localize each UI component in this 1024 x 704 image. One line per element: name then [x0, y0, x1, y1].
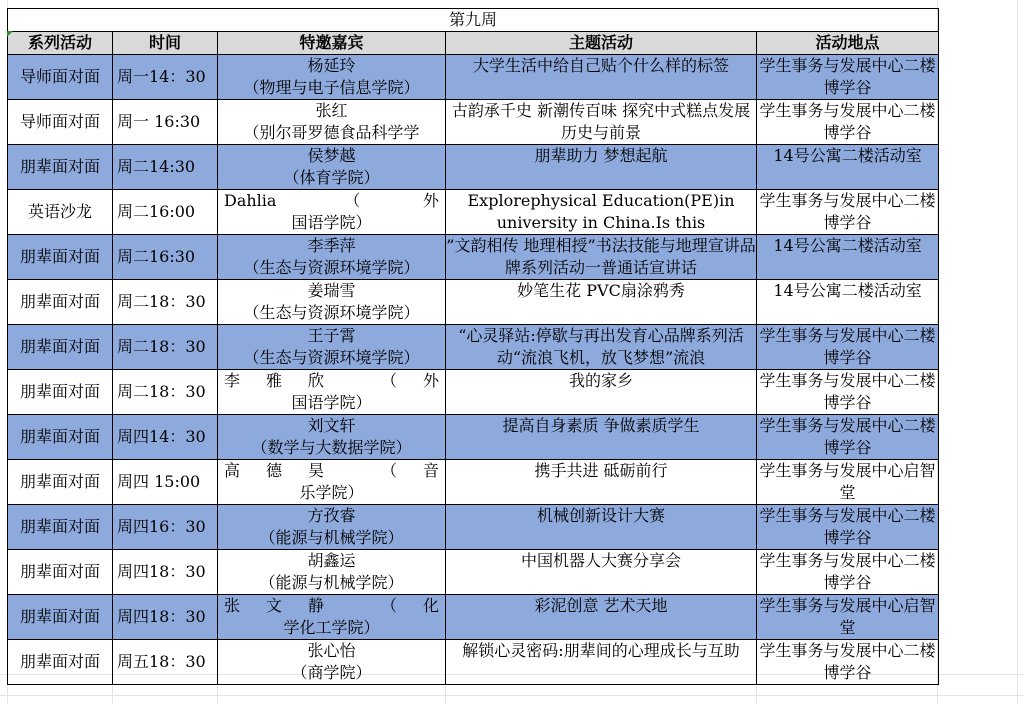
- guest-school: （生态与资源环境学院）: [243, 258, 420, 277]
- venue-label: 14号公寓二楼活动室: [773, 281, 922, 300]
- cell-guest[interactable]: [218, 190, 446, 235]
- table-row: [8, 595, 939, 640]
- guest-text: [218, 190, 445, 234]
- series-text: 朋辈面对面: [19, 292, 100, 311]
- venue-label: 14号公寓二楼活动室: [773, 236, 922, 255]
- table-row: [8, 415, 939, 460]
- table-row: [8, 460, 939, 505]
- venue-text: [757, 550, 938, 594]
- topic-label: 妙笔生花 PVC扇涂鸦秀: [517, 281, 685, 300]
- cell-series[interactable]: [8, 505, 113, 550]
- time-text: 周二16:30: [117, 247, 196, 266]
- cell-topic[interactable]: [446, 415, 757, 460]
- time-text: 周四 15:00: [117, 472, 201, 491]
- header-guest[interactable]: 特邀嘉宾: [218, 32, 446, 55]
- guest-name: 李雅欣 （外: [224, 371, 439, 390]
- guest-name: 张红: [315, 101, 348, 120]
- guest-text: [218, 100, 445, 144]
- venue-text: [757, 325, 938, 369]
- cell-series[interactable]: [8, 370, 113, 415]
- guest-text: [218, 505, 445, 549]
- time-text: 周五18：30: [117, 652, 206, 671]
- series-text: 英语沙龙: [27, 202, 92, 221]
- cell-venue[interactable]: [757, 325, 939, 370]
- table-row: [8, 550, 939, 595]
- time-text: 周二18：30: [117, 337, 206, 356]
- guest-name: Dahlia （外: [224, 191, 439, 210]
- cell-topic[interactable]: [446, 595, 757, 640]
- venue-label: 学生事务与发展中心启智堂: [759, 461, 936, 502]
- cell-venue[interactable]: [757, 190, 939, 235]
- guest-school: （能源与机械学院）: [259, 528, 404, 547]
- series-text: 朋辈面对面: [19, 247, 100, 266]
- guest-text: [218, 550, 445, 594]
- cell-time[interactable]: [113, 415, 218, 460]
- cell-time[interactable]: [113, 145, 218, 190]
- venue-text: [757, 190, 938, 234]
- cell-time[interactable]: [113, 460, 218, 505]
- venue-text: [757, 100, 938, 144]
- venue-text: [757, 55, 938, 99]
- time-text: 周二18：30: [117, 292, 206, 311]
- cell-guest[interactable]: [218, 640, 446, 685]
- cell-guest[interactable]: [218, 280, 446, 325]
- series-text: 朋辈面对面: [19, 337, 100, 356]
- guest-name: 刘文轩: [307, 416, 356, 435]
- venue-label: 学生事务与发展中心二楼博学谷: [759, 326, 936, 367]
- table-row: [8, 370, 939, 415]
- topic-text: [446, 370, 756, 414]
- topic-label: 我的家乡: [568, 371, 633, 390]
- guest-name: 高德昊 （音: [224, 461, 439, 480]
- topic-label: 彩泥创意 艺术天地: [534, 596, 668, 615]
- guest-name: 方孜睿: [307, 506, 356, 525]
- guest-name: 张文静 （化: [224, 596, 439, 615]
- cell-guest[interactable]: [218, 370, 446, 415]
- venue-text: [757, 640, 938, 684]
- time-text: 周四14：30: [117, 427, 206, 446]
- cell-topic[interactable]: [446, 505, 757, 550]
- cell-series[interactable]: [8, 190, 113, 235]
- cell-topic[interactable]: [446, 370, 757, 415]
- topic-label: 中国机器人大赛分享会: [520, 551, 681, 570]
- guest-school: 乐学院）: [299, 483, 364, 502]
- header-row: [8, 32, 939, 55]
- guest-text: [218, 325, 445, 369]
- cell-venue[interactable]: [757, 460, 939, 505]
- venue-text: [757, 595, 938, 639]
- guest-name: 张心怡: [307, 641, 356, 660]
- header-topic[interactable]: 主题活动: [446, 32, 757, 55]
- cell-topic[interactable]: [446, 100, 757, 145]
- venue-label: 学生事务与发展中心二楼博学谷: [759, 56, 936, 97]
- venue-label: 学生事务与发展中心二楼博学谷: [759, 506, 936, 547]
- series-text: 朋辈面对面: [19, 562, 100, 581]
- cell-guest[interactable]: [218, 505, 446, 550]
- week-title[interactable]: 第九周: [8, 9, 939, 32]
- cell-series[interactable]: [8, 550, 113, 595]
- guest-school: 学化工学院）: [283, 618, 380, 637]
- cell-guest[interactable]: [218, 235, 446, 280]
- schedule-table: [7, 8, 939, 685]
- series-text: 朋辈面对面: [19, 607, 100, 626]
- topic-text: [446, 460, 756, 504]
- topic-label: 解锁心灵密码:朋辈间的心理成长与互助: [462, 641, 740, 660]
- cell-topic[interactable]: [446, 55, 757, 100]
- venue-text: [757, 460, 938, 504]
- cell-venue[interactable]: [757, 55, 939, 100]
- guest-school: （商学院）: [291, 663, 372, 682]
- cell-venue[interactable]: [757, 145, 939, 190]
- topic-text: [446, 550, 756, 594]
- guest-name: 侯梦越: [307, 146, 356, 165]
- time-text: 周二14:30: [117, 157, 196, 176]
- cell-venue[interactable]: [757, 235, 939, 280]
- time-text: 周二16:00: [117, 202, 196, 221]
- topic-text: [446, 325, 756, 369]
- cell-guest[interactable]: [218, 100, 446, 145]
- table-row: [8, 280, 939, 325]
- cell-venue[interactable]: [757, 505, 939, 550]
- cell-venue[interactable]: [757, 550, 939, 595]
- guest-text: [218, 280, 445, 324]
- cell-guest[interactable]: [218, 325, 446, 370]
- title-row: [8, 9, 939, 32]
- topic-label: ”文韵相传 地理相授”书法技能与地理宣讲品牌系列活动一普通话宣讲话: [446, 236, 756, 277]
- cell-venue[interactable]: [757, 280, 939, 325]
- cell-time[interactable]: [113, 370, 218, 415]
- cell-topic[interactable]: [446, 145, 757, 190]
- time-text: 周二18：30: [117, 382, 206, 401]
- cell-topic[interactable]: [446, 190, 757, 235]
- cell-series[interactable]: [8, 280, 113, 325]
- table-row: [8, 100, 939, 145]
- cell-series[interactable]: [8, 55, 113, 100]
- grid-line: [1017, 0, 1018, 704]
- venue-text: [757, 280, 938, 324]
- cell-guest[interactable]: [218, 55, 446, 100]
- topic-label: 机械创新设计大赛: [536, 506, 665, 525]
- cell-marker-icon: [7, 31, 13, 37]
- guest-school: 国语学院）: [291, 213, 372, 232]
- guest-text: [218, 55, 445, 99]
- venue-label: 学生事务与发展中心二楼博学谷: [759, 371, 936, 412]
- venue-label: 学生事务与发展中心二楼博学谷: [759, 416, 936, 457]
- table-row: [8, 640, 939, 685]
- venue-label: 学生事务与发展中心二楼博学谷: [759, 191, 936, 232]
- topic-text: [446, 505, 756, 549]
- topic-label: “心灵驿站:停歇与再出发育心品牌系列活动“流浪飞机，放飞梦想”流浪: [458, 326, 744, 367]
- grid-line: [0, 695, 1024, 696]
- cell-guest[interactable]: [218, 550, 446, 595]
- guest-school: （生态与资源环境学院）: [243, 303, 420, 322]
- venue-text: [757, 415, 938, 459]
- cell-guest[interactable]: [218, 595, 446, 640]
- guest-school: （生态与资源环境学院）: [243, 348, 420, 367]
- guest-text: [218, 460, 445, 504]
- topic-label: 携手共进 砥砺前行: [534, 461, 668, 480]
- topic-label: 大学生活中给自己贴个什么样的标签: [472, 56, 729, 75]
- cell-series[interactable]: [8, 100, 113, 145]
- guest-name: 胡鑫运: [307, 551, 356, 570]
- cell-series[interactable]: [8, 460, 113, 505]
- topic-label: 朋辈助力 梦想起航: [534, 146, 668, 165]
- table-row: [8, 145, 939, 190]
- time-text: 周一 16:30: [117, 112, 201, 131]
- cell-venue[interactable]: [757, 415, 939, 460]
- cell-time[interactable]: [113, 325, 218, 370]
- guest-name: 姜瑞雪: [307, 281, 356, 300]
- cell-time[interactable]: [113, 595, 218, 640]
- cell-series[interactable]: [8, 235, 113, 280]
- cell-guest[interactable]: [218, 460, 446, 505]
- cell-guest[interactable]: [218, 145, 446, 190]
- time-text: 周四18：30: [117, 607, 206, 626]
- venue-text: [757, 505, 938, 549]
- cell-venue[interactable]: [757, 100, 939, 145]
- topic-text: [446, 55, 756, 99]
- topic-label: Explorephysical Education(PE)in university in China.Is this: [467, 191, 735, 232]
- cell-series[interactable]: [8, 595, 113, 640]
- header-venue[interactable]: 活动地点: [757, 32, 939, 55]
- series-text: 导师面对面: [19, 67, 100, 86]
- guest-name: 王子霄: [307, 326, 356, 345]
- cell-time[interactable]: [113, 100, 218, 145]
- time-text: 周一14：30: [117, 67, 206, 86]
- cell-topic[interactable]: [446, 640, 757, 685]
- table-row: [8, 190, 939, 235]
- venue-label: 学生事务与发展中心二楼博学谷: [759, 551, 936, 592]
- guest-text: [218, 595, 445, 639]
- series-text: 朋辈面对面: [19, 652, 100, 671]
- venue-label: 学生事务与发展中心二楼博学谷: [759, 641, 936, 682]
- series-text: 朋辈面对面: [19, 157, 100, 176]
- guest-school: （数学与大数据学院）: [251, 438, 412, 457]
- topic-text: [446, 100, 756, 144]
- header-series[interactable]: 系列活动: [8, 32, 113, 55]
- cell-time[interactable]: [113, 280, 218, 325]
- cell-time[interactable]: [113, 640, 218, 685]
- topic-text: [446, 640, 756, 684]
- venue-label: 14号公寓二楼活动室: [773, 146, 922, 165]
- topic-label: 提高自身素质 争做素质学生: [502, 416, 700, 435]
- venue-text: [757, 235, 938, 279]
- cell-guest[interactable]: [218, 415, 446, 460]
- cell-series[interactable]: [8, 640, 113, 685]
- guest-school: （体育学院）: [283, 168, 380, 187]
- cell-time[interactable]: [113, 505, 218, 550]
- guest-text: [218, 640, 445, 684]
- cell-topic[interactable]: [446, 280, 757, 325]
- table-row: [8, 235, 939, 280]
- guest-school: 国语学院）: [291, 393, 372, 412]
- topic-text: [446, 280, 756, 324]
- cell-topic[interactable]: [446, 325, 757, 370]
- venue-text: [757, 370, 938, 414]
- table-row: [8, 55, 939, 100]
- header-time[interactable]: 时间: [113, 32, 218, 55]
- cell-time[interactable]: [113, 190, 218, 235]
- guest-text: [218, 415, 445, 459]
- topic-label: 古韵承千史 新潮传百味 探究中式糕点发展历史与前景: [451, 101, 751, 142]
- series-text: 朋辈面对面: [19, 382, 100, 401]
- cell-time[interactable]: [113, 550, 218, 595]
- topic-text: [446, 145, 756, 189]
- cell-series[interactable]: [8, 145, 113, 190]
- series-text: 朋辈面对面: [19, 427, 100, 446]
- cell-topic[interactable]: [446, 550, 757, 595]
- guest-text: [218, 235, 445, 279]
- guest-school: （能源与机械学院）: [259, 573, 404, 592]
- topic-text: [446, 190, 756, 234]
- table-body: [8, 55, 939, 685]
- topic-text: [446, 415, 756, 459]
- table-row: [8, 505, 939, 550]
- guest-text: [218, 145, 445, 189]
- table-row: [8, 325, 939, 370]
- cell-series[interactable]: [8, 415, 113, 460]
- topic-text: [446, 595, 756, 639]
- cell-topic[interactable]: [446, 460, 757, 505]
- venue-text: [757, 145, 938, 189]
- guest-school: （别尔哥罗德食品科学学: [243, 123, 420, 142]
- cell-time[interactable]: [113, 235, 218, 280]
- series-text: 导师面对面: [19, 112, 100, 131]
- guest-name: 杨延玲: [307, 56, 356, 75]
- cell-venue[interactable]: [757, 370, 939, 415]
- cell-venue[interactable]: [757, 595, 939, 640]
- guest-text: [218, 370, 445, 414]
- guest-name: 李季萍: [307, 236, 356, 255]
- time-text: 周四18：30: [117, 562, 206, 581]
- cell-time[interactable]: [113, 55, 218, 100]
- cell-topic[interactable]: [446, 235, 757, 280]
- cell-series[interactable]: [8, 325, 113, 370]
- venue-label: 学生事务与发展中心启智堂: [759, 596, 936, 637]
- series-text: 朋辈面对面: [19, 517, 100, 536]
- cell-venue[interactable]: [757, 640, 939, 685]
- series-text: 朋辈面对面: [19, 472, 100, 491]
- guest-school: （物理与电子信息学院）: [243, 78, 420, 97]
- venue-label: 学生事务与发展中心二楼博学谷: [759, 101, 936, 142]
- topic-text: [446, 235, 756, 279]
- time-text: 周四16：30: [117, 517, 206, 536]
